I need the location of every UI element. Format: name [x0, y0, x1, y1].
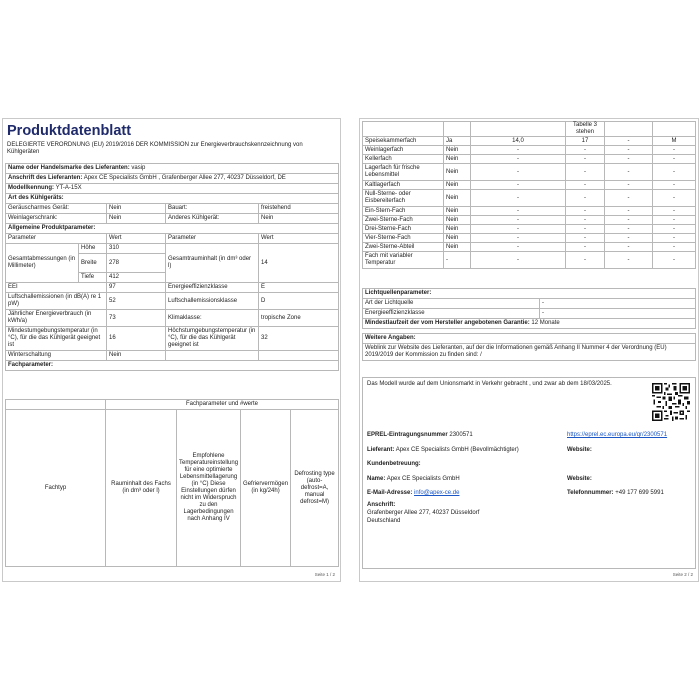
compartment-type-cell: Drei-Sterne-Fach	[363, 225, 444, 234]
compartment-value-cell: -	[605, 164, 653, 181]
compartment-type-cell: Speisekammerfach	[363, 137, 444, 146]
param-cell: 52	[107, 293, 166, 310]
compartment-type-cell: Weinlagerfach	[363, 146, 444, 155]
compartment-value-cell: Nein	[444, 146, 471, 155]
supplier-name: vasip	[131, 165, 146, 171]
volume-value: 14	[259, 244, 339, 283]
compartment-table	[5, 399, 339, 567]
compartment-value-cell: -	[471, 207, 566, 216]
compartment-value-cell: -	[605, 225, 653, 234]
name-label: Name:	[367, 476, 386, 482]
compartment-value-cell: Nein	[444, 216, 471, 225]
compartment-value-cell: -	[653, 164, 696, 181]
compartment-value-cell: -	[605, 252, 653, 269]
table-row	[363, 252, 696, 269]
param-cell: Klimaklasse:	[166, 310, 259, 327]
phone-label: Telefonnummer:	[567, 490, 614, 496]
compartment-value-cell: -	[471, 190, 566, 207]
compartment-value-cell: -	[653, 243, 696, 252]
compartment-value-cell: -	[653, 181, 696, 190]
compartment-value-cell: Nein	[444, 243, 471, 252]
compartment-value-cell: -	[605, 146, 653, 155]
dim-name: Tiefe	[79, 273, 107, 283]
type-cell: Anderes Kühlgerät:	[166, 214, 259, 224]
table-row	[363, 216, 696, 225]
supplier-value: Apex CE Specialists GmbH (Bevollmächtigter)	[395, 447, 519, 453]
dim-name: Breite	[79, 254, 107, 273]
compartment-type-cell: Null-Sterne- oder Eisbereiterfach	[363, 190, 444, 207]
dim-value: 310	[107, 244, 166, 254]
supplier-address-label: Anschrift des Lieferanten:	[8, 175, 83, 181]
compartment-value-cell: -	[653, 225, 696, 234]
customer-heading: Kundenbetreuung:	[367, 461, 421, 467]
compartment-value-cell: -	[605, 243, 653, 252]
compartment-value-cell: -	[566, 164, 605, 181]
compartment-value-cell: -	[471, 155, 566, 164]
compartment-type-cell: Fach mit variabler Temperatur	[363, 252, 444, 269]
table-row	[363, 207, 696, 216]
type-cell: Nein	[107, 204, 166, 214]
eprel-number: 2300571	[449, 432, 473, 438]
general-table	[5, 163, 339, 371]
table-row	[363, 137, 696, 146]
compartment-value-cell: -	[605, 207, 653, 216]
page-title: Produktdatenblatt	[7, 123, 132, 139]
param-header: Parameter	[166, 234, 259, 244]
param-header: Wert	[107, 234, 166, 244]
param-cell: Energieeffizienzklasse	[166, 283, 259, 293]
compartment-value-cell: -	[471, 164, 566, 181]
compartment-value-cell: -	[605, 181, 653, 190]
light-cell: -	[540, 299, 696, 309]
general-heading: Allgemeine Produktparameter:	[6, 224, 339, 234]
param-cell: Jährlicher Energieverbrauch (in kWh/a)	[6, 310, 107, 327]
type-cell: Geräuscharmes Gerät:	[6, 204, 107, 214]
regulation-text: DELEGIERTE VERORDNUNG (EU) 2019/2016 DER KOMMISSION zur Energieverbrauchskennzeichnung von Kühlgeräten	[7, 142, 303, 155]
compartment-value-cell: -	[566, 234, 605, 243]
compartment-value-cell: -	[566, 155, 605, 164]
table-row	[363, 234, 696, 243]
param-header: Wert	[259, 234, 339, 244]
more-heading: Weitere Angaben:	[363, 334, 696, 344]
type-cell: Weinlagerschrank:	[6, 214, 107, 224]
dim-value: 412	[107, 273, 166, 283]
compartment-value-cell: -	[566, 252, 605, 269]
param-cell	[259, 351, 339, 361]
param-cell: Winterschaltung	[6, 351, 107, 361]
compartment-value-cell: Nein	[444, 164, 471, 181]
compartment-group: Fachparameter und #werte	[106, 400, 339, 410]
compartment-type-cell: Lagerfach für frische Lebensmittel	[363, 164, 444, 181]
type-cell: Nein	[259, 214, 339, 224]
light-cell: -	[540, 309, 696, 319]
table-row	[363, 225, 696, 234]
table-row	[363, 181, 696, 190]
type-cell: Bauart:	[166, 204, 259, 214]
datasheet-page-2	[359, 118, 699, 582]
address-line: Deutschland	[367, 518, 401, 524]
compartment-type-cell: Vier-Sterne-Fach	[363, 234, 444, 243]
market-text: Das Modell wurde auf dem Unionsmarkt in Verkehr gebracht , und zwar ab dem 18/03/2025.	[367, 381, 612, 387]
param-header: Parameter	[6, 234, 107, 244]
compartment-value-cell: -	[653, 207, 696, 216]
compartment-value-cell: Ja	[444, 137, 471, 146]
page-footer: Seite 2 / 2	[672, 572, 693, 577]
light-cell: Art der Lichtquelle	[363, 299, 540, 309]
name-value: Apex CE Specialists GmbH	[386, 476, 460, 482]
compartment-value-cell: -	[471, 181, 566, 190]
param-cell: 32	[259, 327, 339, 351]
dim-value: 278	[107, 254, 166, 273]
compartment-type-cell: Kaltlagerfach	[363, 181, 444, 190]
table-row	[363, 146, 696, 155]
type-cell: freistehend	[259, 204, 339, 214]
warranty-value: 12 Monate	[531, 320, 560, 326]
param-cell	[166, 351, 259, 361]
compartment-value-cell: -	[471, 216, 566, 225]
col-header: Rauminhalt des Fachs (in dm³ oder l)	[106, 410, 177, 567]
compartment-value-cell: -	[653, 146, 696, 155]
compartment-type-cell: Kellerfach	[363, 155, 444, 164]
light-table	[362, 288, 696, 361]
address-line: Grafenberger Allee 277, 40237 Düsseldorf	[367, 510, 480, 516]
compartment-value-cell: Nein	[444, 190, 471, 207]
compartment-value-cell: -	[566, 216, 605, 225]
website-label-2: Website:	[567, 476, 592, 482]
supplier-label: Lieferant:	[367, 447, 395, 453]
compartment-value-cell: -	[653, 155, 696, 164]
compartment-value-cell: Nein	[444, 225, 471, 234]
param-cell: 73	[107, 310, 166, 327]
param-cell: Höchstumgebungstemperatur (in °C), für die das Kühlgerät geeignet ist	[166, 327, 259, 351]
address-label: Anschrift:	[367, 502, 396, 508]
table-row	[363, 190, 696, 207]
model-label: Modellkennung:	[8, 185, 54, 191]
compartment-value-cell: -	[566, 243, 605, 252]
supplier-address: Apex CE Specialists GmbH , Grafenberger Allee 277, 40237 Düsseldorf, DE	[83, 175, 286, 181]
compartment-value-cell: -	[605, 234, 653, 243]
dims-label: Gesamtabmessungen (in Millimeter)	[6, 244, 79, 283]
table-row	[363, 155, 696, 164]
email-link[interactable]: info@apex-ce.de	[414, 490, 460, 496]
compartment-value-cell: -	[653, 216, 696, 225]
param-cell: EEI	[6, 283, 107, 293]
eprel-label: EPREL-Eintragungsnummer	[367, 432, 448, 438]
compartment-value-cell: Nein	[444, 207, 471, 216]
light-heading: Lichtquellenparameter:	[363, 289, 696, 299]
compartment-value-cell: 14,0	[471, 137, 566, 146]
supplier-name-label: Name oder Handelsmarke des Lieferanten:	[8, 165, 130, 171]
type-heading: Art des Kühlgeräts:	[6, 194, 339, 204]
param-cell: Nein	[107, 351, 166, 361]
compartment-value-cell: M	[653, 137, 696, 146]
param-cell: D	[259, 293, 339, 310]
compartment-value-cell: Nein	[444, 181, 471, 190]
table-row	[363, 243, 696, 252]
col-header: Fachtyp	[6, 410, 106, 567]
compartment-value-cell: -	[566, 146, 605, 155]
compartment-value-cell: -	[653, 252, 696, 269]
compartment-value-cell: -	[566, 190, 605, 207]
compartment-value-cell: -	[471, 234, 566, 243]
market-info-box	[362, 377, 696, 569]
eprel-link[interactable]: https://eprel.ec.europa.eu/qr/2300571	[567, 432, 668, 438]
compartment-value-cell: -	[471, 252, 566, 269]
compartment-value-cell: -	[605, 216, 653, 225]
compartment-value-cell: -	[653, 234, 696, 243]
param-cell: 16	[107, 327, 166, 351]
compartment-type-cell: Zwei-Sterne-Abteil	[363, 243, 444, 252]
phone-value: +49 177 699 5991	[615, 490, 664, 496]
compartment-value-cell: -	[566, 225, 605, 234]
param-cell: 97	[107, 283, 166, 293]
compartment-value-cell: -	[605, 137, 653, 146]
dim-name: Höhe	[79, 244, 107, 254]
table-row	[363, 164, 696, 181]
page-footer: Seite 1 / 2	[314, 572, 335, 577]
param-cell: Luftschallemissionsklasse	[166, 293, 259, 310]
param-cell: Mindestumgebungstemperatur (in °C), für die das Kühlgerät geeignet ist	[6, 327, 107, 351]
model-id: YT-A-15X	[55, 185, 82, 191]
compartment-value-cell: 17	[566, 137, 605, 146]
compartment-value-cell: Nein	[444, 155, 471, 164]
compartment-value-cell: -	[471, 146, 566, 155]
table-head: Tabelle 3 stehen	[566, 122, 605, 137]
type-cell: Nein	[107, 214, 166, 224]
compartment-type-cell: Ein-Stern-Fach	[363, 207, 444, 216]
compartment-value-cell: -	[605, 190, 653, 207]
weblink-text: Weblink zur Website des Lieferanten, auf der die Informationen gemäß Anhang II Nummer 4 der Verordnung (EU) 2019/2019 der Kommission zu finden sind: /	[363, 344, 696, 361]
col-header: Defrosting type (auto-defrost=A, manual defrost=M)	[291, 410, 339, 567]
param-cell: E	[259, 283, 339, 293]
compartment-value-cell: -	[653, 190, 696, 207]
compartment-value-cell: -	[605, 155, 653, 164]
compartment-value-cell: -	[444, 252, 471, 269]
compartment-type-cell: Zwei-Sterne-Fach	[363, 216, 444, 225]
compartment-heading: Fachparameter:	[6, 361, 339, 371]
compartment-value-cell: -	[566, 181, 605, 190]
compartment-value-cell: Nein	[444, 234, 471, 243]
compartment-value-cell: -	[471, 225, 566, 234]
email-label: E-Mail-Adresse:	[367, 490, 413, 496]
col-header: Gefriervermögen (in kg/24h)	[241, 410, 291, 567]
qr-code-icon[interactable]	[652, 383, 690, 421]
compartment-value-cell: -	[566, 207, 605, 216]
light-cell: Energieeffizienzklasse	[363, 309, 540, 319]
param-cell: Luftschallemissionen (in dB(A) re 1 pW)	[6, 293, 107, 310]
compartment-values-table	[362, 121, 696, 269]
warranty-label: Mindestlaufzeit der vom Hersteller angebotenen Garantie:	[365, 320, 530, 326]
compartment-value-cell: -	[471, 243, 566, 252]
param-cell: tropische Zone	[259, 310, 339, 327]
col-header: Empfohlene Temperatureinstellung für eine optimierte Lebensmittellagerung (in °C) Diese Einstellungen dürfen nicht im Widerspruch zu den Lagerbedingungen nach Anhang IV	[177, 410, 241, 567]
datasheet-page-1	[2, 118, 341, 582]
volume-label: Gesamtrauminhalt (in dm³ oder l)	[166, 244, 259, 283]
website-label: Website:	[567, 447, 592, 453]
